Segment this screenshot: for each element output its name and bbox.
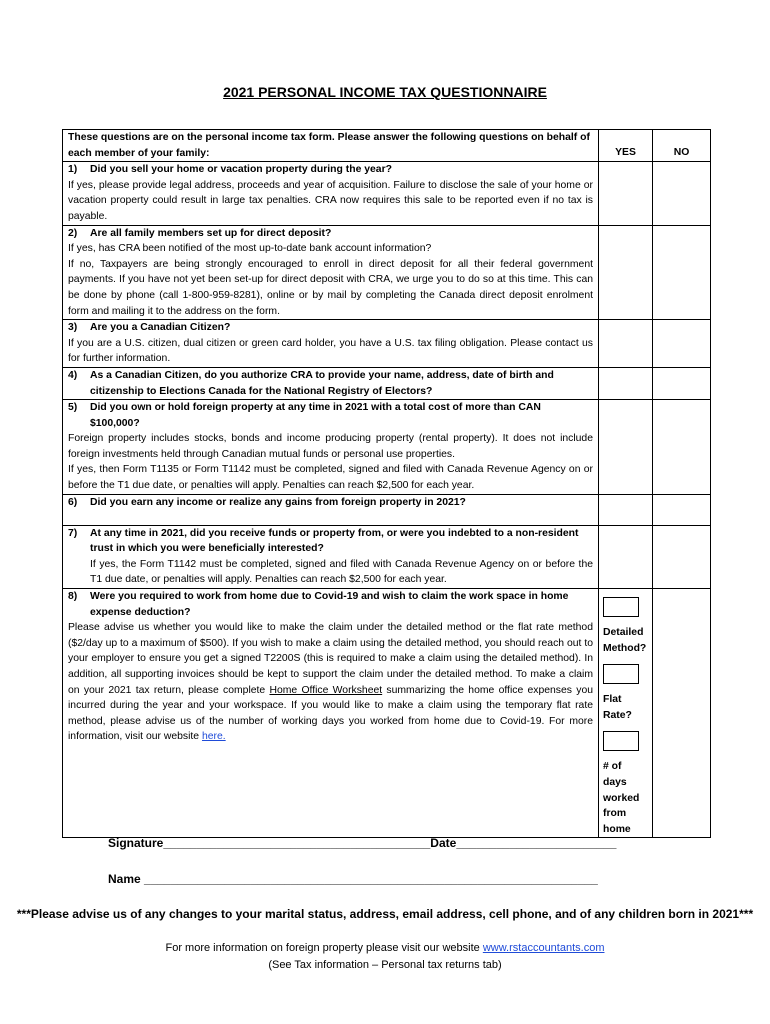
question-2-body-1: If yes, has CRA been notified of the most up-to-date bank account information?: [68, 243, 432, 255]
website-link[interactable]: www.rstaccountants.com: [482, 942, 605, 954]
detailed-method-label: Detailed Method?: [603, 627, 647, 654]
question-row-4: [63, 367, 711, 399]
date-label: Date: [430, 836, 457, 850]
q7-no-cell[interactable]: [653, 525, 711, 588]
footer-text: For more information on foreign property please visit our website: [165, 942, 483, 954]
question-2-title: [68, 226, 593, 242]
signature-label: Signature: [108, 836, 164, 850]
question-1-title: [68, 162, 593, 178]
question-6-title: [68, 495, 593, 511]
question-number: 7): [68, 527, 78, 539]
q5-yes-cell[interactable]: [599, 400, 653, 495]
q1-no-cell[interactable]: [653, 162, 711, 225]
no-column-header: NO: [653, 130, 711, 162]
question-text: Are all family members set up for direct deposit?: [90, 227, 332, 239]
table-header-row: [63, 130, 711, 162]
question-8-body-part-a: Please advise us whether you would like to make the claim under the detailed method or the flat rate method ($2/day up to a maximum of $500). If you wish to make a claim using the detailed method, you should reach out to your employer to ensure you get a signed T2200S (this is required to make a claim using the detailed method). In addition, all supporting invoices should be kept to support the claim under the detailed method. To make a claim on your 2021 tax return, please complete: [68, 622, 593, 696]
name-label: Name: [108, 872, 141, 886]
website-here-link[interactable]: here.: [201, 731, 226, 743]
question-text: As a Canadian Citizen, do you authorize CRA to provide your name, address, date of birth and citizenship to Elections Canada for the National Registry of Electors?: [90, 369, 554, 397]
q2-no-cell[interactable]: [653, 225, 711, 320]
q7-yes-cell[interactable]: [599, 525, 653, 588]
page-title: 2021 PERSONAL INCOME TAX QUESTIONNAIRE: [223, 84, 547, 100]
q3-no-cell[interactable]: [653, 320, 711, 368]
question-row-5: [63, 400, 711, 495]
question-row-7: [63, 525, 711, 588]
q4-yes-cell[interactable]: [599, 367, 653, 399]
yes-column-header: YES: [599, 130, 653, 162]
question-row-6: [63, 494, 711, 525]
q3-yes-cell[interactable]: [599, 320, 653, 368]
question-7-title: [68, 526, 593, 557]
question-number: 8): [68, 591, 78, 603]
intro-text: These questions are on the personal income tax form. Please answer the following questions on behalf of each member of your family:: [68, 132, 590, 159]
intro-cell: [63, 130, 599, 162]
question-2-body-2: If no, Taxpayers are being strongly encouraged to enroll in direct deposit for all their federal government payments. If you have not yet been set-up for direct deposit with CRA, we urge you to do so at this time. This can be done by phone (call 1-800-959-8281), online or by mail by completing the Canada direct deposit enrolment form and mailing it to the address on the form.: [68, 258, 593, 317]
question-number: 3): [68, 322, 78, 334]
q6-no-cell[interactable]: [653, 494, 711, 525]
q6-yes-cell[interactable]: [599, 494, 653, 525]
q5-no-cell[interactable]: [653, 400, 711, 495]
question-row-1: [63, 162, 711, 225]
question-text: Did you own or hold foreign property at any time in 2021 with a total cost of more than CAN $100,000?: [90, 402, 541, 429]
question-3-title: [68, 320, 593, 336]
question-8-body-part-b: summarizing the home office expenses you incurred during the year and your workspace. If you would like to make a claim using the temporary flat rate method, please advise us of the number of working days you worked from home due to Covid-19. For more information, visit our website: [68, 684, 593, 743]
question-5-body-2: If yes, then Form T1135 or Form T1142 must be completed, signed and filed with Canada Revenue Agency on or before the T1 due date, or penalties will apply. Penalties can reach $2,500 for each year.: [68, 464, 593, 492]
question-text: Are you a Canadian Citizen?: [90, 322, 231, 334]
question-8-title: [68, 589, 593, 620]
q8-options-cell: [599, 589, 653, 838]
question-8-body: [68, 620, 593, 745]
name-line: [108, 872, 598, 886]
question-1-body: If yes, please provide legal address, proceeds and year of acquisition. Failure to disclose the sale of your home or vacation property could result in large tax penalties. CRA now requires this sale to be reported even if no tax is payable.: [68, 179, 593, 222]
question-text: Were you required to work from home due to Covid-19 and wish to claim the work space in home expense deduction?: [90, 591, 569, 618]
questionnaire-table: [62, 129, 711, 838]
question-number: 1): [68, 164, 78, 176]
signature-field[interactable]: ________________________________________: [163, 836, 431, 850]
days-worked-label: # of days worked from home: [603, 761, 640, 835]
question-text: Did you sell your home or vacation property during the year?: [90, 164, 392, 176]
name-field[interactable]: ____________________________________________________________________: [144, 872, 598, 886]
date-field[interactable]: ________________________: [456, 836, 617, 850]
notice-text: ***Please advise us of any changes to your marital status, address, email address, cell phone, and of any children born in 2021***: [16, 907, 754, 921]
q1-yes-cell[interactable]: [599, 162, 653, 225]
question-number: 6): [68, 496, 78, 508]
days-worked-input-box[interactable]: [603, 731, 639, 751]
q8-no-cell[interactable]: [653, 589, 711, 838]
footer-info: [0, 940, 770, 956]
question-5-body-1: Foreign property includes stocks, bonds and income producing property (rental property). It does not include foreign investments held through Canadian mutual funds or personal use properties.: [68, 433, 593, 460]
q2-yes-cell[interactable]: [599, 225, 653, 320]
signature-line: [108, 836, 616, 850]
q4-no-cell[interactable]: [653, 367, 711, 399]
question-4-title: [68, 368, 593, 399]
question-3-body: If you are a U.S. citizen, dual citizen or green card holder, you have a U.S. tax filing obligation. Please contact us for further information.: [68, 337, 593, 365]
home-office-worksheet-link[interactable]: Home Office Worksheet: [269, 684, 383, 696]
question-text: Did you earn any income or realize any gains from foreign property in 2021?: [90, 496, 466, 508]
detailed-method-checkbox[interactable]: [603, 597, 639, 617]
flat-rate-label: Flat Rate?: [603, 694, 632, 721]
question-7-body: If yes, the Form T1142 must be completed, signed and filed with Canada Revenue Agency on or before the T1 due date, or penalties will apply. Penalties can reach $2,500 for each year.: [90, 558, 593, 586]
question-row-8: [63, 589, 711, 838]
question-row-3: [63, 320, 711, 368]
question-number: 5): [68, 402, 78, 414]
question-number: 4): [68, 369, 78, 381]
question-5-title: [68, 400, 593, 431]
question-text: At any time in 2021, did you receive funds or property from, or were you indebted to a non-resident trust in which you were beneficially interested?: [90, 527, 579, 555]
flat-rate-checkbox[interactable]: [603, 664, 639, 684]
question-row-2: [63, 225, 711, 320]
footer-subtext: (See Tax information – Personal tax returns tab): [268, 959, 502, 971]
question-number: 2): [68, 227, 78, 239]
